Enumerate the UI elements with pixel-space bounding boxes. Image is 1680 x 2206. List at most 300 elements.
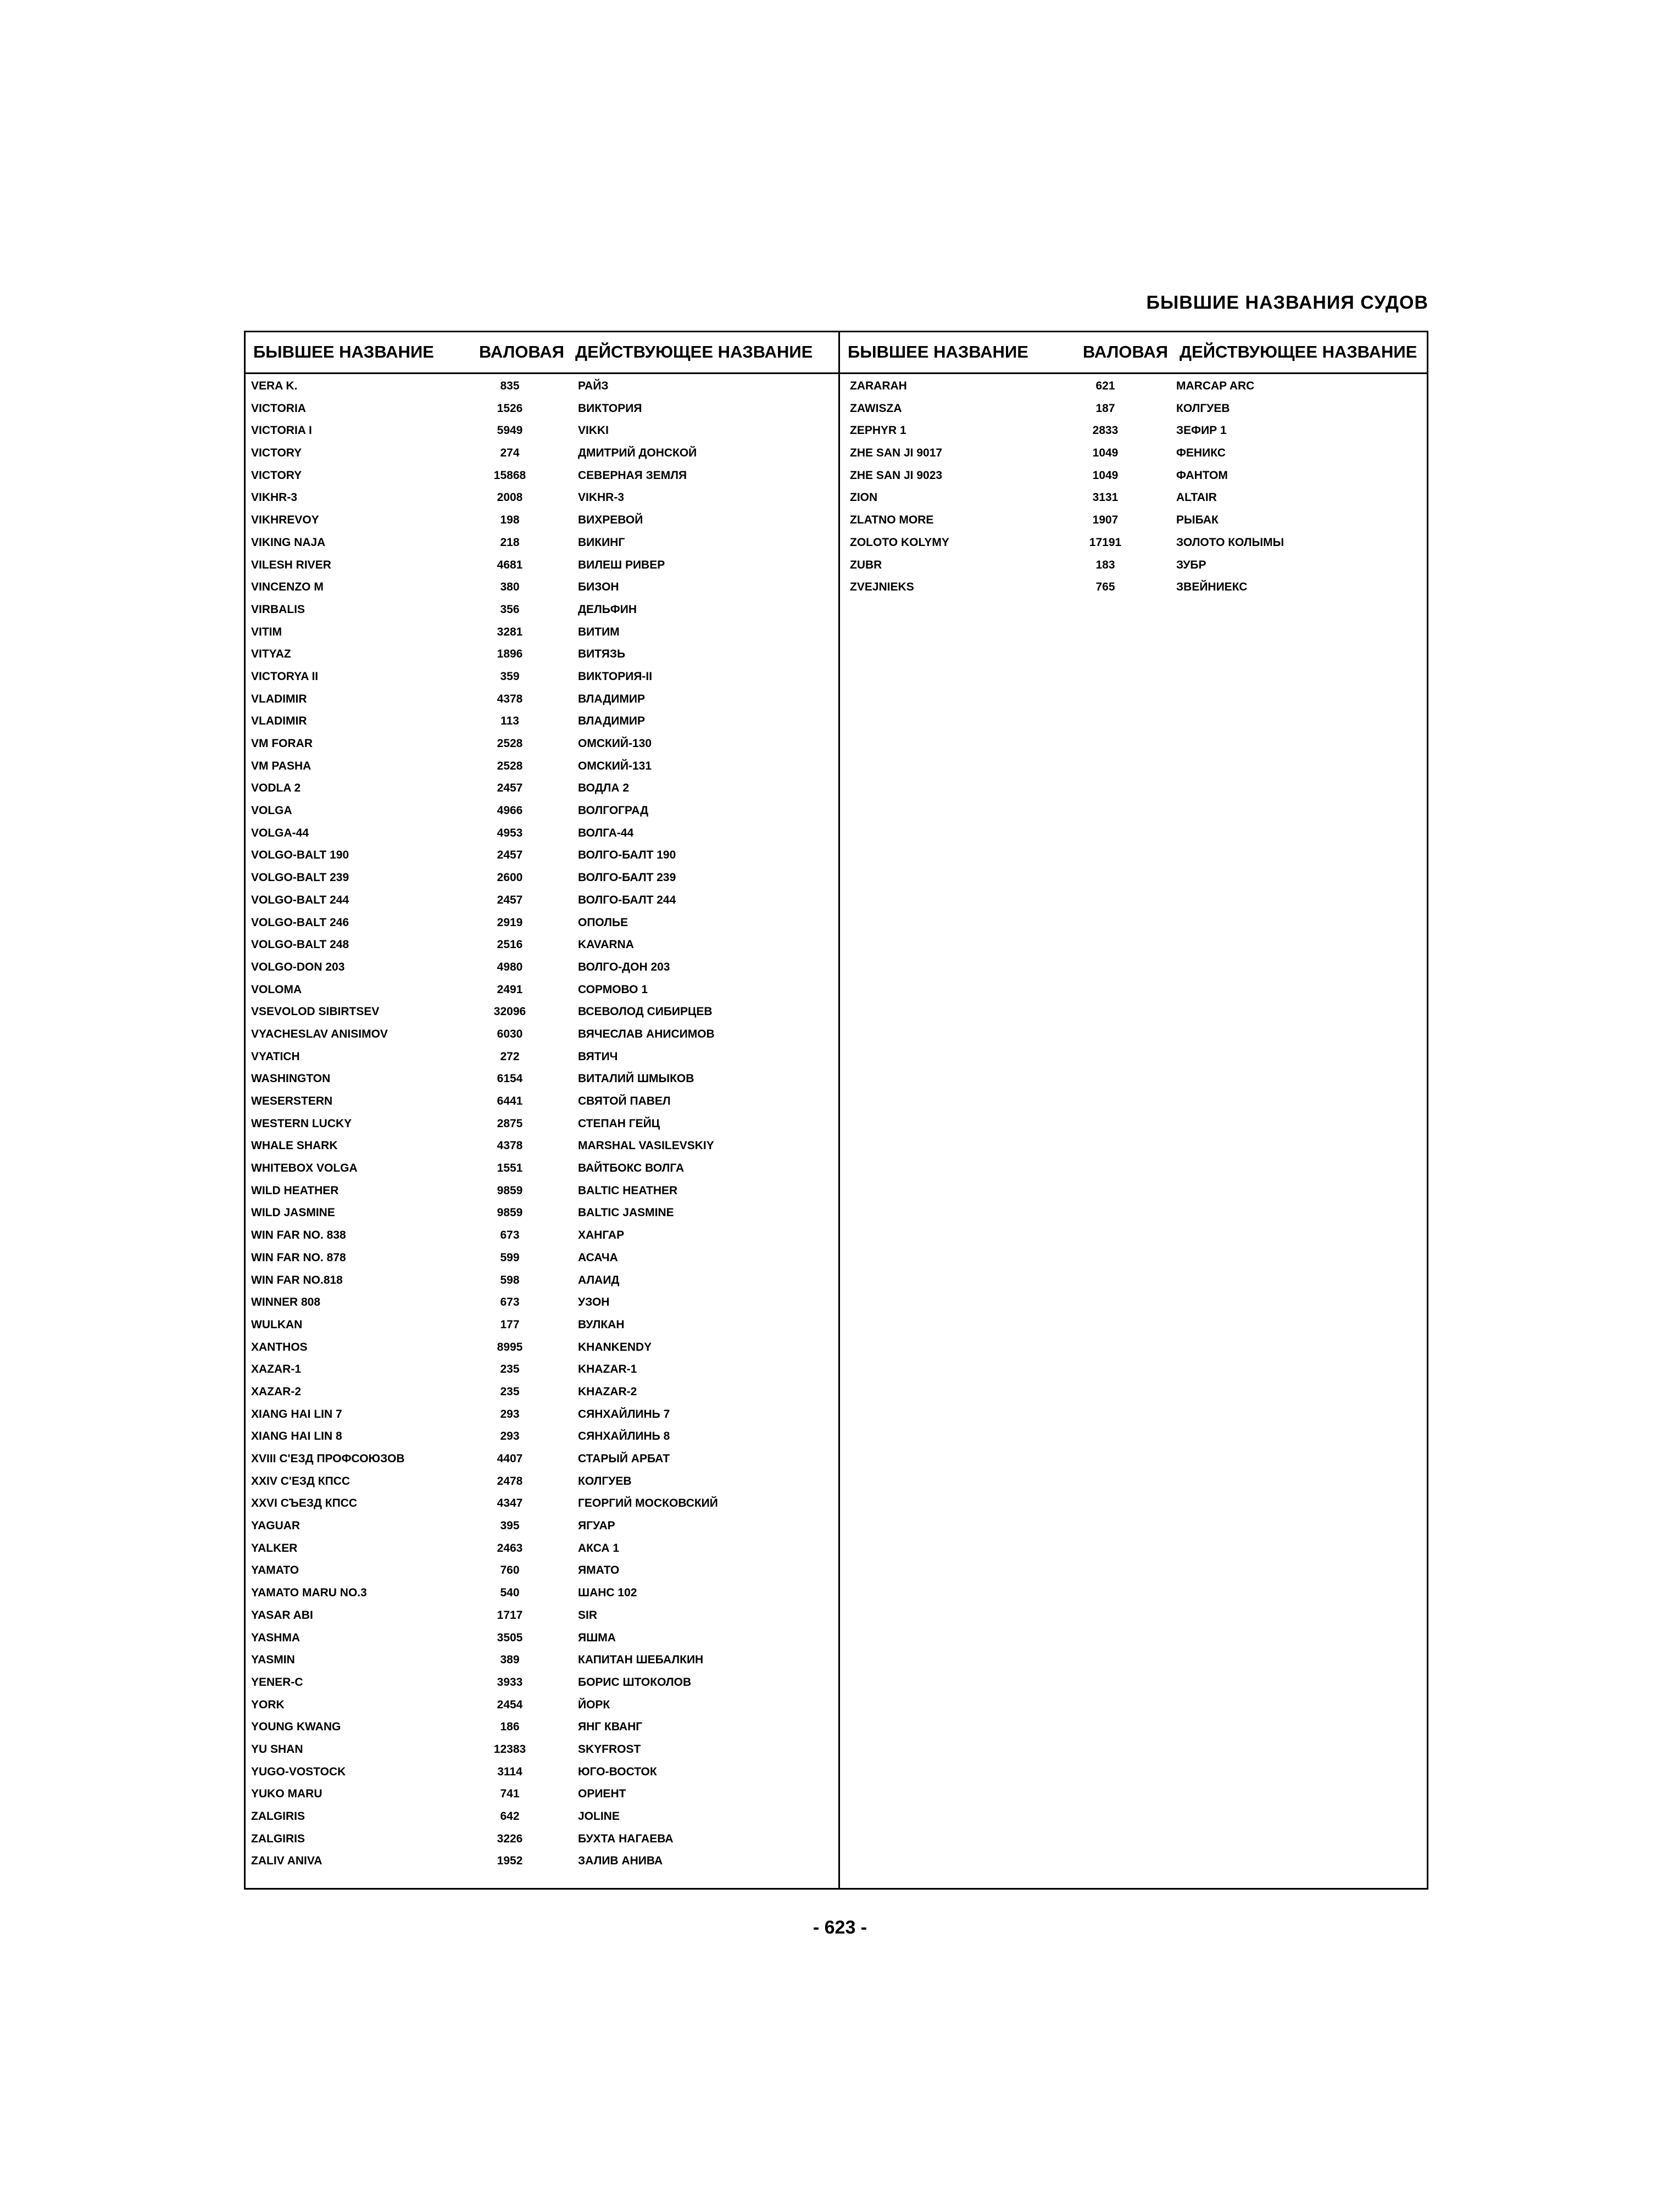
- gross-tonnage-cell: 2528: [497, 759, 523, 772]
- table-row: [249, 1648, 837, 1670]
- former-name-cell: ZHE SAN JI 9017: [850, 447, 943, 460]
- table-row: [249, 374, 837, 397]
- gross-tonnage-cell: 3131: [1092, 491, 1119, 504]
- gross-tonnage-cell: 6441: [497, 1095, 523, 1107]
- gross-tonnage-cell: 12383: [493, 1742, 526, 1756]
- table-row: [249, 866, 837, 888]
- former-name-cell: VOLGO-BALT 246: [251, 916, 349, 929]
- current-name-cell: СЯНХАЙЛИНЬ 7: [578, 1407, 670, 1420]
- former-name-cell: WIN FAR NO. 838: [251, 1229, 346, 1242]
- gross-tonnage-cell: 1049: [1092, 469, 1119, 482]
- gross-tonnage-cell: 186: [500, 1720, 520, 1734]
- table-row: [249, 1827, 837, 1850]
- gross-tonnage-cell: 198: [500, 514, 520, 527]
- table-row: [249, 1670, 837, 1693]
- gross-tonnage-cell: 1717: [497, 1608, 523, 1622]
- gross-tonnage-cell: 1526: [497, 402, 523, 415]
- table-row: [249, 1514, 837, 1536]
- gross-tonnage-cell: 2600: [497, 871, 523, 884]
- gross-tonnage-cell: 6030: [497, 1027, 523, 1040]
- gross-tonnage-cell: 2516: [497, 938, 523, 951]
- gross-tonnage-cell: 1551: [497, 1162, 523, 1175]
- current-name-cell: ВИТАЛИЙ ШМЫКОВ: [578, 1072, 694, 1085]
- current-name-cell: ВОЛГОГРАД: [578, 804, 649, 817]
- gross-tonnage-cell: 673: [500, 1229, 520, 1242]
- table-row: [249, 1089, 837, 1112]
- current-name-cell: BALTIC HEATHER: [578, 1184, 678, 1197]
- current-name-cell: SIR: [578, 1608, 598, 1622]
- gross-tonnage-cell: 272: [500, 1050, 520, 1063]
- current-name-cell: РАЙЗ: [578, 380, 609, 392]
- table-row: [249, 1000, 837, 1022]
- table-row: [249, 397, 837, 419]
- current-name-cell: ВЛАДИМИР: [578, 692, 645, 705]
- table-row: [249, 1737, 837, 1760]
- gross-tonnage-cell: 1952: [497, 1854, 523, 1868]
- gross-tonnage-cell: 3933: [497, 1675, 523, 1689]
- former-name-cell: YUGO-VOSTOCK: [251, 1765, 346, 1778]
- gross-tonnage-cell: 3114: [497, 1765, 522, 1778]
- table-row: [249, 799, 837, 821]
- current-name-cell: KHANKENDY: [578, 1340, 652, 1353]
- current-name-cell: ОПОЛЬЕ: [578, 916, 628, 929]
- former-name-cell: VIKHREVOY: [251, 514, 319, 527]
- table-row: [249, 1469, 837, 1492]
- current-name-cell: KAVARNA: [578, 938, 634, 951]
- table-row: [249, 843, 837, 866]
- gross-tonnage-cell: 621: [1095, 380, 1115, 392]
- table-row: [249, 1849, 837, 1871]
- former-name-cell: VICTORYA II: [251, 670, 319, 683]
- table-row: [249, 1313, 837, 1335]
- current-name-cell: СОРМОВО 1: [578, 983, 648, 996]
- former-name-cell: WINNER 808: [251, 1296, 321, 1309]
- current-name-cell: MARCAP ARC: [1176, 380, 1255, 392]
- former-name-cell: VOLGO-BALT 244: [251, 893, 349, 906]
- gross-tonnage-cell: 2875: [497, 1117, 523, 1130]
- gross-tonnage-cell: 2528: [497, 737, 523, 750]
- table-row: [249, 1581, 837, 1603]
- table-row: [249, 1022, 837, 1045]
- current-name-cell: РЫБАК: [1176, 514, 1219, 527]
- former-name-cell: YASHMA: [251, 1631, 301, 1644]
- former-name-cell: VODLA 2: [251, 782, 301, 795]
- current-name-cell: УЗОН: [578, 1296, 610, 1309]
- current-name-cell: ЗОЛОТО КОЛЫМЫ: [1176, 536, 1284, 549]
- gross-tonnage-cell: 4347: [497, 1497, 523, 1510]
- current-name-cell: ВИКТОРИЯ-II: [578, 670, 653, 683]
- gross-tonnage-cell: 356: [500, 603, 520, 616]
- current-name-cell: ФАНТОМ: [1176, 469, 1228, 482]
- current-name-cell: ХАНГАР: [578, 1229, 625, 1242]
- table-row: [249, 1067, 837, 1089]
- current-name-cell: ЯМАТО: [578, 1564, 620, 1577]
- current-name-cell: ЮГО-ВОСТОК: [578, 1765, 657, 1778]
- current-name-cell: MARSHAL VASILEVSKIY: [578, 1139, 714, 1152]
- former-name-cell: YORK: [251, 1698, 285, 1711]
- current-name-cell: ЗАЛИВ АНИВА: [578, 1854, 663, 1868]
- table-row: [249, 575, 837, 598]
- former-name-cell: XIANG HAI LIN 8: [251, 1430, 342, 1443]
- table-row: [249, 709, 837, 732]
- former-name-cell: YENER-C: [251, 1675, 303, 1689]
- former-name-cell: XVIII С'ЕЗД ПРОФСОЮЗОВ: [251, 1452, 405, 1465]
- current-name-cell: ОРИЕНТ: [578, 1787, 626, 1801]
- gross-tonnage-cell: 4953: [497, 826, 523, 839]
- gross-tonnage-cell: 642: [500, 1810, 520, 1823]
- current-name-cell: ОМСКИЙ-131: [578, 759, 652, 772]
- former-name-cell: XXVI СЪЕЗД КПСС: [251, 1497, 358, 1510]
- former-name-cell: WHITEBOX VOLGA: [251, 1162, 358, 1175]
- table-row: [249, 1693, 837, 1715]
- table-row: [249, 1603, 837, 1626]
- gross-tonnage-cell: 3226: [497, 1832, 523, 1845]
- former-name-cell: YAMATO MARU NO.3: [251, 1586, 367, 1600]
- gross-tonnage-cell: 760: [500, 1564, 520, 1577]
- table-row: [249, 978, 837, 1000]
- table-row: [249, 1201, 837, 1223]
- gross-tonnage-cell: 4966: [497, 804, 523, 817]
- right-header-current-name: ДЕЙСТВУЮЩЕЕ НАЗВАНИЕ: [1180, 342, 1417, 361]
- gross-tonnage-cell: 540: [500, 1586, 520, 1600]
- former-name-cell: ZION: [850, 491, 878, 504]
- gross-tonnage-cell: 4407: [497, 1452, 523, 1465]
- current-name-cell: ВУЛКАН: [578, 1318, 625, 1331]
- former-name-cell: XIANG HAI LIN 7: [251, 1407, 342, 1420]
- gross-tonnage-cell: 4378: [497, 1139, 523, 1152]
- gross-tonnage-cell: 2457: [497, 893, 523, 906]
- current-name-cell: ВИКТОРИЯ: [578, 402, 642, 415]
- current-name-cell: ВЯТИЧ: [578, 1050, 618, 1063]
- former-name-cell: ZLATNO MORE: [850, 514, 934, 527]
- current-name-cell: ШАНС 102: [578, 1586, 637, 1600]
- former-name-cell: YAGUAR: [251, 1519, 301, 1533]
- table-row: [249, 911, 837, 933]
- table-row: [249, 508, 837, 531]
- gross-tonnage-cell: 2457: [497, 782, 523, 795]
- former-name-cell: VLADIMIR: [251, 715, 307, 728]
- current-name-cell: ВИЛЕШ РИВЕР: [578, 558, 665, 571]
- table-row: [249, 821, 837, 844]
- table-row: [844, 441, 1427, 464]
- right-header-gross: ВАЛОВАЯ: [1083, 342, 1168, 361]
- former-name-cell: VIKHR-3: [251, 491, 298, 504]
- table-row: [249, 1715, 837, 1737]
- table-row: [249, 419, 837, 441]
- table-row: [249, 1179, 837, 1201]
- former-name-cell: ZVEJNIEKS: [850, 581, 914, 594]
- current-name-cell: ALTAIR: [1176, 491, 1217, 504]
- table-row: [249, 1045, 837, 1067]
- table-row: [249, 732, 837, 754]
- current-name-cell: СВЯТОЙ ПАВЕЛ: [578, 1095, 671, 1107]
- current-name-cell: VIKHR-3: [578, 491, 625, 504]
- former-name-cell: ZUBR: [850, 558, 882, 571]
- current-name-cell: ВОЛГО-БАЛТ 244: [578, 893, 676, 906]
- former-name-cell: XANTHOS: [251, 1340, 308, 1353]
- former-name-cell: YUKO MARU: [251, 1787, 322, 1801]
- former-name-cell: YAMATO: [251, 1564, 299, 1577]
- current-name-cell: СЯНХАЙЛИНЬ 8: [578, 1430, 670, 1443]
- former-name-cell: VICTORIA: [251, 402, 306, 415]
- left-header-former-name: БЫВШЕЕ НАЗВАНИЕ: [253, 342, 434, 361]
- table-row: [844, 374, 1427, 397]
- gross-tonnage-cell: 235: [500, 1385, 520, 1398]
- current-name-cell: ФЕНИКС: [1176, 447, 1226, 460]
- current-name-cell: ВИХРЕВОЙ: [578, 514, 643, 527]
- former-name-cell: VITIM: [251, 625, 282, 638]
- gross-tonnage-cell: 218: [500, 536, 520, 549]
- former-name-cell: ZEPHYR 1: [850, 424, 906, 437]
- table-row: [249, 888, 837, 911]
- current-name-cell: АКСА 1: [578, 1541, 620, 1555]
- gross-tonnage-cell: 293: [500, 1407, 520, 1420]
- current-name-cell: ВОЛГО-БАЛТ 190: [578, 849, 676, 862]
- current-name-cell: ВИТИМ: [578, 625, 620, 638]
- table-row: [249, 1424, 837, 1447]
- gross-tonnage-cell: 2833: [1092, 424, 1119, 437]
- current-name-cell: АЛАИД: [578, 1273, 620, 1286]
- current-name-cell: ВОЛГО-БАЛТ 239: [578, 871, 676, 884]
- left-column-rows: [249, 374, 837, 1871]
- former-name-cell: VICTORIA I: [251, 424, 312, 437]
- former-name-cell: YOUNG KWANG: [251, 1720, 341, 1734]
- former-name-cell: VSEVOLOD SIBIRTSEV: [251, 1005, 380, 1018]
- current-name-cell: КОЛГУЕВ: [1176, 402, 1230, 415]
- table-row: [249, 754, 837, 777]
- table-row: [249, 1782, 837, 1804]
- gross-tonnage-cell: 293: [500, 1430, 520, 1443]
- former-name-cell: ZOLOTO KOLYMY: [850, 536, 949, 549]
- gross-tonnage-cell: 389: [500, 1653, 520, 1667]
- former-name-cell: ZHE SAN JI 9023: [850, 469, 943, 482]
- page-number: - 623 -: [813, 1917, 867, 1938]
- former-name-cell: VM FORAR: [251, 737, 313, 750]
- table-row: [249, 1380, 837, 1402]
- table-row: [844, 419, 1427, 441]
- former-name-cell: ZALGIRIS: [251, 1832, 305, 1845]
- former-name-cell: ZALIV ANIVA: [251, 1854, 322, 1868]
- table-row: [249, 1536, 837, 1559]
- former-name-cell: VINCENZO M: [251, 581, 324, 594]
- gross-tonnage-cell: 1049: [1092, 447, 1119, 460]
- current-name-cell: БОРИС ШТОКОЛОВ: [578, 1675, 692, 1689]
- gross-tonnage-cell: 9859: [497, 1184, 523, 1197]
- table-row: [249, 1760, 837, 1782]
- gross-tonnage-cell: 1907: [1092, 514, 1119, 527]
- table-row: [249, 1112, 837, 1134]
- current-name-cell: ВСЕВОЛОД СИБИРЦЕВ: [578, 1005, 713, 1018]
- former-name-cell: VLADIMIR: [251, 692, 307, 705]
- current-name-cell: ВОЛГО-ДОН 203: [578, 960, 670, 973]
- current-name-cell: KHAZAR-1: [578, 1363, 637, 1376]
- former-name-cell: VIRBALIS: [251, 603, 305, 616]
- table-row: [249, 933, 837, 955]
- former-name-cell: VOLGO-DON 203: [251, 960, 345, 973]
- current-name-cell: ЗВЕЙНИЕКС: [1176, 581, 1248, 594]
- current-name-cell: ВИКИНГ: [578, 536, 625, 549]
- table-row: [249, 1134, 837, 1156]
- former-name-cell: XAZAR-1: [251, 1363, 302, 1376]
- current-name-cell: СТЕПАН ГЕЙЦ: [578, 1117, 660, 1130]
- table-row: [249, 665, 837, 687]
- current-name-cell: БИЗОН: [578, 581, 619, 594]
- former-name-cell: VOLGA-44: [251, 826, 309, 839]
- gross-tonnage-cell: 2463: [497, 1541, 523, 1555]
- gross-tonnage-cell: 2454: [497, 1698, 523, 1711]
- gross-tonnage-cell: 1896: [497, 648, 523, 661]
- gross-tonnage-cell: 235: [500, 1363, 520, 1376]
- gross-tonnage-cell: 765: [1095, 581, 1115, 594]
- table-row: [844, 575, 1427, 598]
- table-row: [249, 955, 837, 978]
- table-row: [844, 486, 1427, 508]
- table-row: [844, 553, 1427, 576]
- gross-tonnage-cell: 741: [500, 1787, 520, 1801]
- current-name-cell: СЕВЕРНАЯ ЗЕМЛЯ: [578, 469, 687, 482]
- former-name-cell: WHALE SHARK: [251, 1139, 338, 1152]
- current-name-cell: ДЕЛЬФИН: [578, 603, 637, 616]
- gross-tonnage-cell: 598: [500, 1273, 520, 1286]
- table-row: [249, 553, 837, 576]
- current-name-cell: ВОДЛА 2: [578, 782, 630, 795]
- former-name-cell: VM PASHA: [251, 759, 311, 772]
- table-row: [249, 531, 837, 553]
- table-row: [249, 1447, 837, 1469]
- table-row: [249, 441, 837, 464]
- table-row: [249, 1357, 837, 1380]
- right-column-rows: [844, 374, 1427, 598]
- current-name-cell: VIKKI: [578, 424, 609, 437]
- former-name-cell: VERA K.: [251, 380, 298, 392]
- gross-tonnage-cell: 3281: [497, 625, 523, 638]
- table-row: [249, 1491, 837, 1514]
- current-name-cell: ВАЙТБОКС ВОЛГА: [578, 1162, 685, 1175]
- gross-tonnage-cell: 17191: [1089, 536, 1122, 549]
- former-name-cell: YASMIN: [251, 1653, 295, 1667]
- former-name-cell: VYATICH: [251, 1050, 300, 1063]
- table-row: [249, 598, 837, 620]
- current-name-cell: СТАРЫЙ АРБАТ: [578, 1452, 670, 1465]
- table-row: [249, 1223, 837, 1246]
- former-name-cell: WESERSTERN: [251, 1095, 333, 1107]
- gross-tonnage-cell: 380: [500, 581, 520, 594]
- current-name-cell: ЗУБР: [1176, 558, 1206, 571]
- current-name-cell: JOLINE: [578, 1810, 620, 1823]
- table-row: [249, 464, 837, 486]
- table-row: [249, 1402, 837, 1425]
- column-divider: [838, 332, 840, 1888]
- table-row: [249, 620, 837, 643]
- gross-tonnage-cell: 4980: [497, 960, 523, 973]
- current-name-cell: ВИТЯЗЬ: [578, 648, 626, 661]
- former-name-cell: XAZAR-2: [251, 1385, 302, 1398]
- gross-tonnage-cell: 113: [500, 715, 519, 728]
- gross-tonnage-cell: 32096: [493, 1005, 526, 1018]
- current-name-cell: КАПИТАН ШЕБАЛКИН: [578, 1653, 704, 1667]
- table-row: [249, 642, 837, 665]
- gross-tonnage-cell: 9859: [497, 1206, 523, 1219]
- former-name-cell: VICTORY: [251, 447, 302, 460]
- former-name-cell: VOLGA: [251, 804, 292, 817]
- former-name-cell: WASHINGTON: [251, 1072, 331, 1085]
- former-name-cell: VILESH RIVER: [251, 558, 331, 571]
- current-name-cell: ЙОРК: [578, 1698, 610, 1711]
- gross-tonnage-cell: 2491: [497, 983, 523, 996]
- ship-names-table: [244, 331, 1428, 1890]
- left-header-gross: ВАЛОВАЯ: [479, 342, 564, 361]
- current-name-cell: ЯШМА: [578, 1631, 616, 1644]
- gross-tonnage-cell: 187: [1095, 402, 1115, 415]
- former-name-cell: VIKING NAJA: [251, 536, 326, 549]
- former-name-cell: VOLGO-BALT 248: [251, 938, 349, 951]
- gross-tonnage-cell: 3505: [497, 1631, 523, 1644]
- gross-tonnage-cell: 6154: [497, 1072, 523, 1085]
- former-name-cell: VOLGO-BALT 239: [251, 871, 349, 884]
- former-name-cell: ZALGIRIS: [251, 1810, 305, 1823]
- table-row: [844, 397, 1427, 419]
- gross-tonnage-cell: 2478: [497, 1474, 523, 1488]
- former-name-cell: YU SHAN: [251, 1742, 303, 1756]
- former-name-cell: WIN FAR NO. 878: [251, 1251, 346, 1264]
- gross-tonnage-cell: 2008: [497, 491, 523, 504]
- current-name-cell: ОМСКИЙ-130: [578, 737, 652, 750]
- table-row: [249, 1335, 837, 1358]
- current-name-cell: ДМИТРИЙ ДОНСКОЙ: [578, 447, 697, 460]
- current-name-cell: ВЯЧЕСЛАВ АНИСИМОВ: [578, 1027, 715, 1040]
- current-name-cell: ЗЕФИР 1: [1176, 424, 1227, 437]
- left-header-current-name: ДЕЙСТВУЮЩЕЕ НАЗВАНИЕ: [575, 342, 813, 361]
- table-row: [844, 464, 1427, 486]
- table-row: [249, 486, 837, 508]
- former-name-cell: WULKAN: [251, 1318, 303, 1331]
- table-row: [844, 508, 1427, 531]
- former-name-cell: WESTERN LUCKY: [251, 1117, 352, 1130]
- former-name-cell: WILD JASMINE: [251, 1206, 335, 1219]
- right-header-former-name: БЫВШЕЕ НАЗВАНИЕ: [848, 342, 1028, 361]
- table-row: [249, 1246, 837, 1268]
- former-name-cell: YALKER: [251, 1541, 298, 1555]
- former-name-cell: VOLOMA: [251, 983, 302, 996]
- table-row: [249, 1558, 837, 1581]
- table-row: [249, 1290, 837, 1313]
- current-name-cell: ЯГУАР: [578, 1519, 615, 1533]
- table-row: [249, 1268, 837, 1291]
- current-name-cell: ВЛАДИМИР: [578, 715, 645, 728]
- table-row: [249, 1804, 837, 1827]
- gross-tonnage-cell: 5949: [497, 424, 523, 437]
- gross-tonnage-cell: 835: [500, 380, 520, 392]
- former-name-cell: VICTORY: [251, 469, 302, 482]
- former-name-cell: WIN FAR NO.818: [251, 1273, 343, 1286]
- current-name-cell: БУХТА НАГАЕВА: [578, 1832, 674, 1845]
- gross-tonnage-cell: 2919: [497, 916, 523, 929]
- table-row: [249, 687, 837, 710]
- current-name-cell: ВОЛГА-44: [578, 826, 634, 839]
- gross-tonnage-cell: 8995: [497, 1340, 523, 1353]
- gross-tonnage-cell: 177: [500, 1318, 520, 1331]
- gross-tonnage-cell: 395: [500, 1519, 520, 1533]
- gross-tonnage-cell: 673: [500, 1296, 520, 1309]
- gross-tonnage-cell: 4378: [497, 692, 523, 705]
- table-row: [249, 1626, 837, 1648]
- former-name-cell: VOLGO-BALT 190: [251, 849, 349, 862]
- former-name-cell: WILD HEATHER: [251, 1184, 339, 1197]
- gross-tonnage-cell: 2457: [497, 849, 523, 862]
- current-name-cell: АСАЧА: [578, 1251, 618, 1264]
- gross-tonnage-cell: 183: [1095, 558, 1115, 571]
- former-name-cell: ZAWISZA: [850, 402, 902, 415]
